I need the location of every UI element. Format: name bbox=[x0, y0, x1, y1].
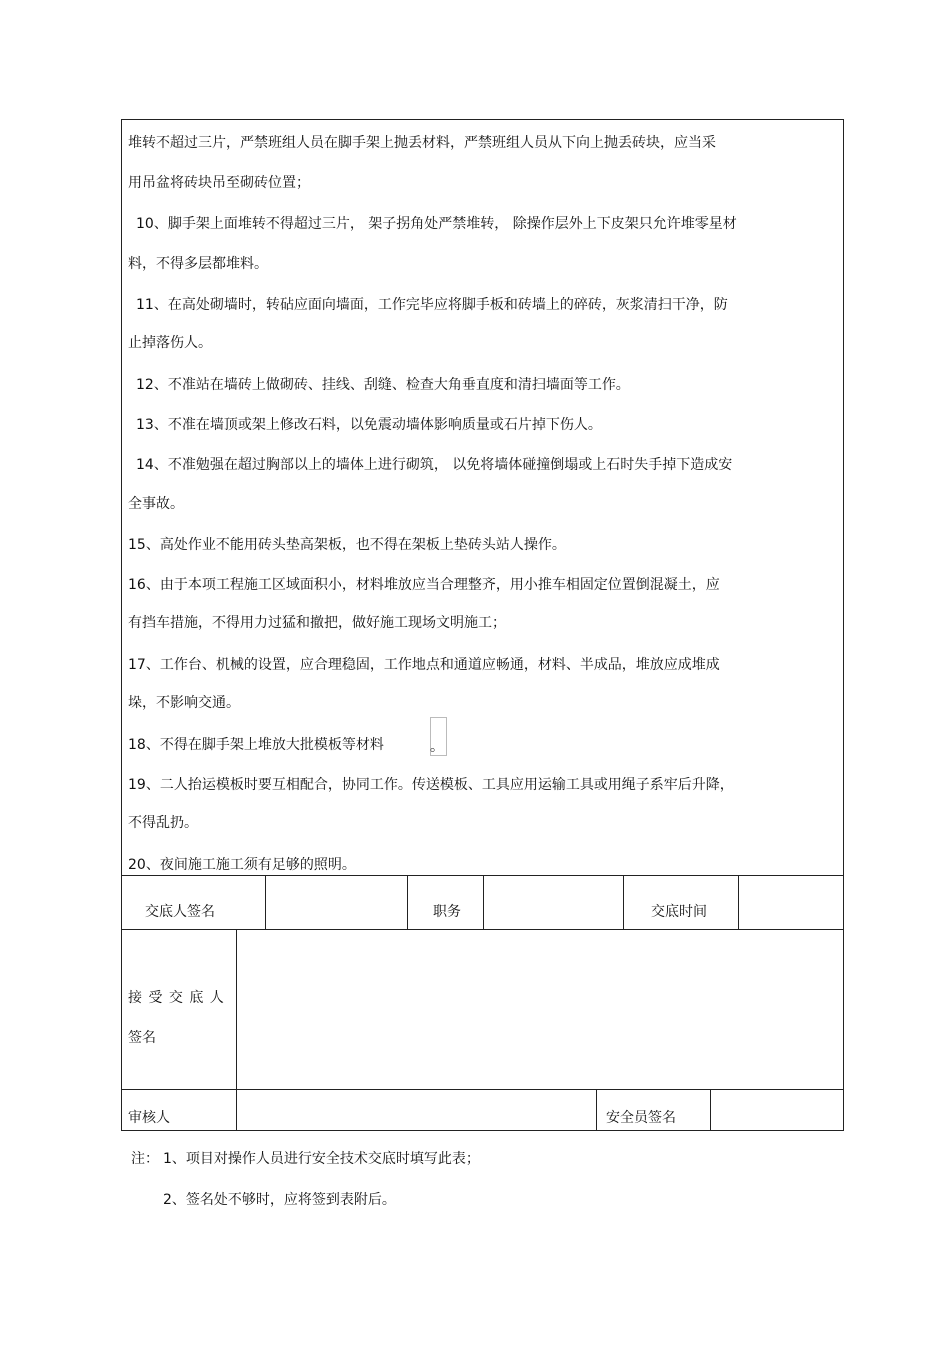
row-divider bbox=[121, 1089, 844, 1090]
content-line: 16、由于本项工程施工区域面积小，材料堆放应当合理整齐，用小推车相固定位置倒混凝土，应 bbox=[128, 577, 720, 593]
content-line: 用吊盆将砖块吊至砌砖位置； bbox=[128, 175, 310, 191]
position-label: 职务 bbox=[433, 904, 461, 920]
presenter-signature-field[interactable] bbox=[268, 879, 404, 927]
content-line: 18、不得在脚手架上堆放大批模板等材料 bbox=[128, 737, 384, 753]
content-line: 20、夜间施工施工须有足够的照明。 bbox=[128, 857, 356, 873]
presenter-signature-label: 交底人签名 bbox=[145, 904, 215, 920]
receiver-signature-label-2: 签名 bbox=[128, 1030, 156, 1046]
note-1: 1、项目对操作人员进行安全技术交底时填写此表； bbox=[163, 1151, 480, 1167]
time-label: 交底时间 bbox=[651, 904, 707, 920]
col-divider bbox=[265, 875, 266, 929]
col-divider bbox=[596, 1089, 597, 1131]
reviewer-label: 审核人 bbox=[128, 1110, 170, 1126]
content-line: 止掉落伤人。 bbox=[128, 335, 212, 351]
col-divider bbox=[236, 929, 237, 1131]
content-line: 14、不准勉强在超过胸部以上的墙体上进行砌筑， 以免将墙体碰撞倒塌或上石时失手掉下造成安 bbox=[136, 457, 733, 473]
reviewer-field[interactable] bbox=[239, 1092, 593, 1129]
col-divider bbox=[407, 875, 408, 929]
content-line: 15、高处作业不能用砖头垫高架板，也不得在架板上垫砖头站人操作。 bbox=[128, 537, 566, 553]
content-line: 全事故。 bbox=[128, 496, 184, 512]
receiver-signature-field[interactable] bbox=[239, 932, 841, 1087]
content-line: 垛，不影响交通。 bbox=[128, 695, 240, 711]
receiver-signature-label: 接 受 交 底 人 bbox=[128, 990, 225, 1006]
content-line: 10、脚手架上面堆转不得超过三片， 架子拐角处严禁堆转， 除操作层外上下皮架只允许堆零星材 bbox=[136, 216, 737, 232]
col-divider bbox=[738, 875, 739, 929]
content-line: 有挡车措施，不得用力过猛和撤把，做好施工现场文明施工； bbox=[128, 615, 506, 631]
col-divider bbox=[710, 1089, 711, 1131]
content-line: 19、二人抬运模板时要互相配合，协同工作。传送模板、工具应用运输工具或用绳子系牢后升降， bbox=[128, 777, 734, 793]
position-field[interactable] bbox=[486, 879, 620, 927]
safety-officer-label: 安全员签名 bbox=[606, 1110, 676, 1126]
content-line: 不得乱扔。 bbox=[128, 815, 198, 831]
content-line: 17、工作台、机械的设置，应合理稳固，工作地点和通道应畅通，材料、半成品，堆放应成堆成 bbox=[128, 657, 720, 673]
content-line: 。 bbox=[430, 739, 444, 755]
content-line: 11、在高处砌墙时，转砧应面向墙面，工作完毕应将脚手板和砖墙上的碎砖，灰浆清扫干净，防 bbox=[136, 297, 728, 313]
note-2: 2、签名处不够时，应将签到表附后。 bbox=[163, 1192, 396, 1208]
safety-officer-field[interactable] bbox=[713, 1092, 841, 1129]
content-line: 料，不得多层都堆料。 bbox=[128, 256, 268, 272]
note-prefix: 注： bbox=[131, 1151, 159, 1167]
col-divider bbox=[623, 875, 624, 929]
content-line: 13、不准在墙顶或架上修改石料，以免震动墙体影响质量或石片掉下伤人。 bbox=[136, 417, 602, 433]
content-line: 12、不准站在墙砖上做砌砖、挂线、刮缝、检查大角垂直度和清扫墙面等工作。 bbox=[136, 377, 630, 393]
row-divider bbox=[121, 929, 844, 930]
time-field[interactable] bbox=[741, 879, 841, 927]
content-line: 堆转不超过三片，严禁班组人员在脚手架上抛丢材料，严禁班组人员从下向上抛丢砖块，应当采 bbox=[128, 135, 716, 151]
col-divider bbox=[483, 875, 484, 929]
